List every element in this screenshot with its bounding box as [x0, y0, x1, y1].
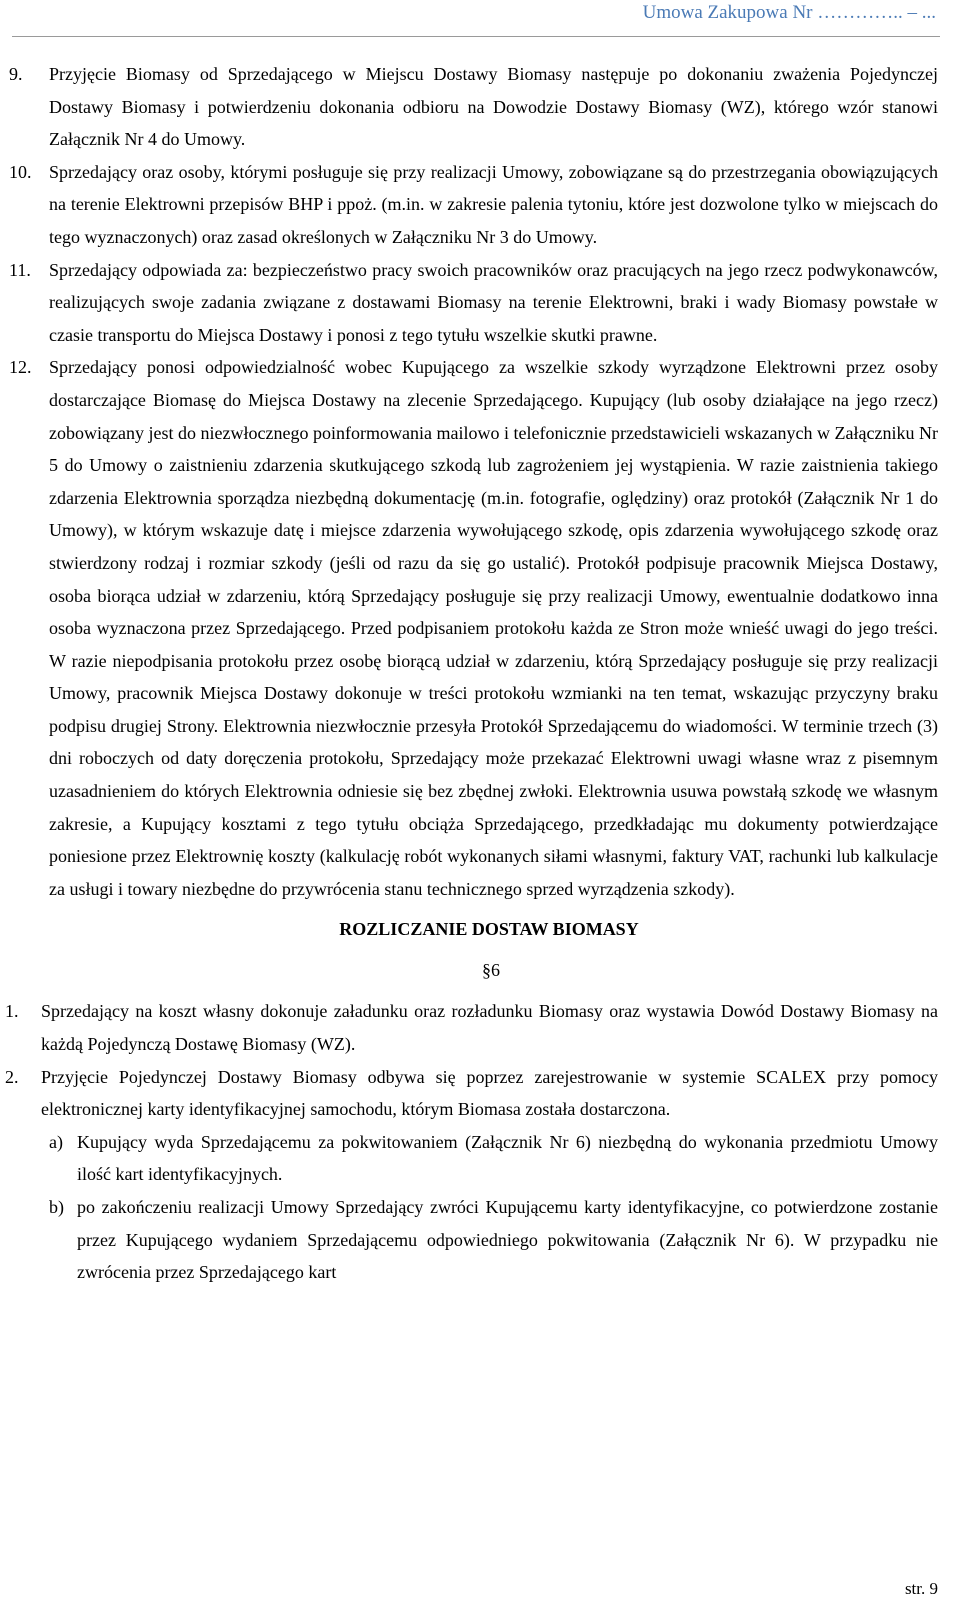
item-text: po zakończeniu realizacji Umowy Sprzedający zwróci Kupującemu karty identyfikacyjne, co potwierdzone zostanie przez Kupującego wydaniem Sprzedającemu odpowiedniego pokwitowania (Załącznik Nr 6). W przypadku nie zwrócenia przez Sprzedającego kart [77, 1197, 938, 1283]
document-header-title: Umowa Zakupowa Nr ………….. – ... [642, 2, 936, 23]
item-number: 1. [5, 1001, 19, 1022]
item-text: Sprzedający ponosi odpowiedzialność wobec Kupującego za wszelkie szkody wyrządzone Elektrowni przez osoby dostarczające Biomasę do Miejsca Dostawy na zlecenie Sprzedającego. Kupujący (lub osoby działające na jego rzecz) zobowiązany jest do niezwłocznego poinformowania mailowo i telefonicznie przedstawicieli wskazanych w Załączniku Nr 5 do Umowy o zaistnieniu zdarzenia skutkującego szkodą lub zagrożeniem jej wystąpienia. W razie zaistnienia takiego zdarzenia Elektrownia sporządza niezbędną dokumentację (m.in. fotografie, oględziny) oraz protokół (Załącznik Nr 1 do Umowy), w którym wskazuje datę i miejsce zdarzenia wywołującego szkodę, opis zdarzenia wywołującego szkodę oraz stwierdzony rodzaj i rozmiar szkody (jeśli od razu da się go ustalić). Protokół podpisuje pracownik Miejsca Dostawy, osoba biorąca udział w zdarzeniu, którą Sprzedający posługuje się przy realizacji Umowy, ewentualnie dodatkowo inna osoba wyznaczona przez Sprzedającego. Przed podpisaniem protokołu każda ze Stron może wnieść uwagi do jego treści. W razie niepodpisania protokołu przez osobę biorącą udział w zdarzeniu, którą Sprzedający posługuje się przy realizacji Umowy, pracownik Miejsca Dostawy dokonuje w treści protokołu wzmianki na ten temat, wskazując przyczyny braku podpisu drugiej Strony. Elektrownia niezwłocznie przesyła Protokół Sprzedającemu do wiadomości. W terminie trzech (3) dni roboczych od daty doręczenia protokołu, Sprzedający może przekazać Elektrowni uwagi własne wraz z pisemnym uzasadnieniem do których Elektrownia odniesie się bez zbędnej zwłoki. Elektrownia usuwa powstałą szkodę we własnym zakresie, a Kupujący kosztami z tego tytułu obciąża Sprzedającego, przedkładając mu dokumenty potwierdzające poniesione przez Elektrownię koszty (kalkulację robót wykonanych siłami własnymi, faktury VAT, rachunki lub kalkulacje za usługi i towary niezbędne do przywrócenia stanu technicznego sprzed wyrządzenia szkody). [49, 357, 938, 899]
document-body [0, 58, 960, 1289]
item-number: 12. [9, 357, 32, 378]
item-text: Kupujący wyda Sprzedającemu za pokwitowaniem (Załącznik Nr 6) niezbędną do wykonania przedmiotu Umowy ilość kart identyfikacyjnych. [77, 1131, 938, 1185]
item-number: 2. [5, 1066, 19, 1087]
section-subitem-b [0, 1191, 960, 1289]
page-number: str. 9 [904, 1579, 938, 1598]
section-item-1 [0, 995, 960, 1060]
list-item-10 [0, 156, 960, 254]
list-item-9 [0, 58, 960, 156]
item-number: 9. [9, 64, 23, 84]
item-letter: a) [49, 1131, 63, 1152]
section-number: §6 [482, 960, 500, 981]
item-number: 10. [9, 161, 32, 182]
item-text: Sprzedający na koszt własny dokonuje załadunku oraz rozładunku Biomasy oraz wystawia Dowód Dostawy Biomasy na każdą Pojedynczą Dostawę Biomasy (WZ). [41, 1001, 938, 1055]
item-text: Sprzedający odpowiada za: bezpieczeństwo pracy swoich pracowników oraz pracujących na jego rzecz podwykonawców, realizujących swoje zadania związane z dostawami Biomasy na terenie Elektrowni, braki i wady Biomasy powstałe w czasie transportu do Miejsca Dostawy i ponosi z tego tytułu wszelkie skutki prawne. [49, 259, 938, 345]
section-item-2 [0, 1061, 960, 1126]
item-text: Sprzedający oraz osoby, którymi posługuje się przy realizacji Umowy, zobowiązane są do przestrzegania obowiązujących na terenie Elektrowni przepisów BHP i ppoż. (m.in. w zakresie palenia tytoniu, które jest dozwolone tylko w miejscach do tego wyznaczonych) oraz zasad określonych w Załączniku Nr 3 do Umowy. [49, 161, 938, 247]
section-title: ROZLICZANIE DOSTAW BIOMASY [339, 919, 639, 940]
list-item-12 [0, 351, 960, 905]
section-subitem-a [0, 1126, 960, 1191]
header-divider [12, 36, 940, 37]
list-item-11 [0, 254, 960, 352]
item-number: 11. [9, 259, 31, 280]
item-text: Przyjęcie Pojedynczej Dostawy Biomasy odbywa się poprzez zarejestrowanie w systemie SCALEX przy pomocy elektronicznej karty identyfikacyjnej samochodu, którym Biomasa została dostarczona. [41, 1066, 938, 1120]
item-letter: b) [49, 1197, 64, 1217]
item-text: Przyjęcie Biomasy od Sprzedającego w Miejscu Dostawy Biomasy następuje po dokonaniu zważenia Pojedynczej Dostawy Biomasy i potwierdzeniu dokonania odbioru na Dowodzie Dostawy Biomasy (WZ), którego wzór stanowi Załącznik Nr 4 do Umowy. [49, 64, 938, 150]
